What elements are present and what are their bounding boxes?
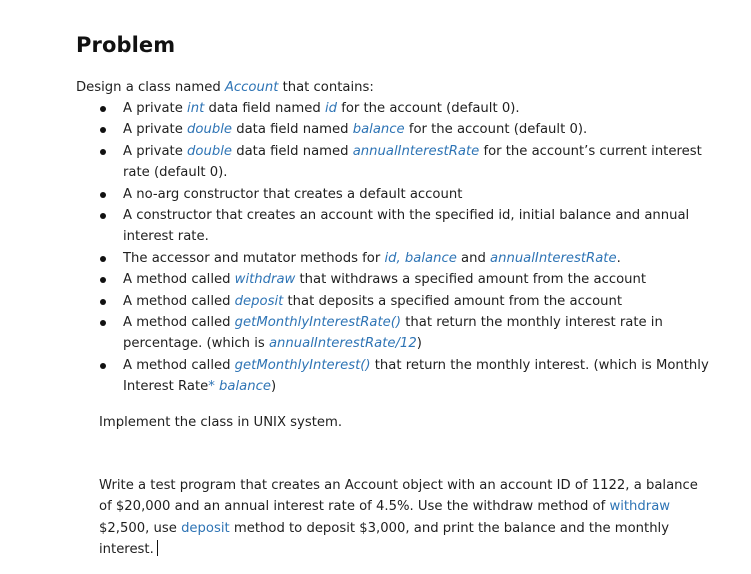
list-item: A private double data field named annualInterestRate for the account’s current interest rate (default 0). [76, 141, 716, 184]
keyword: id [324, 101, 337, 116]
requirements-list [76, 98, 716, 398]
keyword: * balance [208, 379, 271, 395]
intro-text: Design a class named [76, 80, 225, 95]
list-item: A private double data field named balance for the account (default 0). [76, 119, 716, 140]
list-item: A method called getMonthlyInterestRate() that return the monthly interest rate in percentage. (which is annualInterestRate/12) [76, 312, 716, 355]
bullet-icon [100, 277, 106, 283]
keyword: double [187, 143, 232, 159]
intro-text-end: that contains: [278, 80, 374, 95]
bullet-icon [100, 213, 106, 219]
keyword: annualInterestRate [490, 250, 617, 266]
keyword: annualInterestRate [352, 143, 480, 159]
page-title: Problem [76, 33, 176, 57]
bullet-icon [100, 149, 106, 155]
keyword: annualInterestRate/12 [268, 336, 417, 352]
keyword: id, [384, 250, 401, 266]
deposit-keyword: deposit [181, 520, 230, 536]
bullet-icon [100, 127, 106, 133]
withdraw-keyword: withdraw [609, 499, 671, 515]
test-program-paragraph[interactable]: Write a test program that creates an Account object with an account ID of 1122, a balance of $20,000 and an annual interest rate of 4.5%. Use the withdraw method of withdraw $2,500, use deposit method to deposit $3,000, and print the balance and the monthly interest. [99, 478, 698, 558]
bullet-icon [100, 106, 106, 112]
keyword: deposit [234, 293, 284, 309]
keyword: balance [352, 122, 405, 138]
intro-paragraph [76, 78, 374, 98]
keyword: double [187, 122, 232, 138]
keyword: getMonthlyInterestRate() [234, 315, 402, 331]
bullet-icon [100, 299, 106, 305]
list-item: A no-arg constructor that creates a default account [76, 184, 716, 205]
keyword: getMonthlyInterest() [234, 357, 371, 373]
bullet-icon [100, 192, 106, 198]
list-item: A private int data field named id for the account (default 0). [76, 98, 716, 119]
class-name-keyword: Account [224, 80, 279, 95]
keyword: int [187, 101, 205, 116]
text-cursor [157, 540, 158, 556]
keyword: balance [404, 250, 457, 266]
list-item: The accessor and mutator methods for id, balance and annualInterestRate. [76, 248, 716, 269]
bullet-icon [100, 256, 106, 262]
bullet-icon [100, 320, 106, 326]
bullet-icon [100, 363, 106, 369]
keyword: withdraw [234, 272, 296, 288]
list-item: A method called getMonthlyInterest() that return the monthly interest. (which is Monthly Interest Rate* balance) [76, 355, 716, 398]
list-item: A method called withdraw that withdraws a specified amount from the account [76, 269, 716, 290]
list-item: A constructor that creates an account with the specified id, initial balance and annual interest rate. [76, 205, 716, 248]
list-item: A method called deposit that deposits a specified amount from the account [76, 291, 716, 312]
implement-paragraph: Implement the class in UNIX system. [99, 415, 343, 430]
